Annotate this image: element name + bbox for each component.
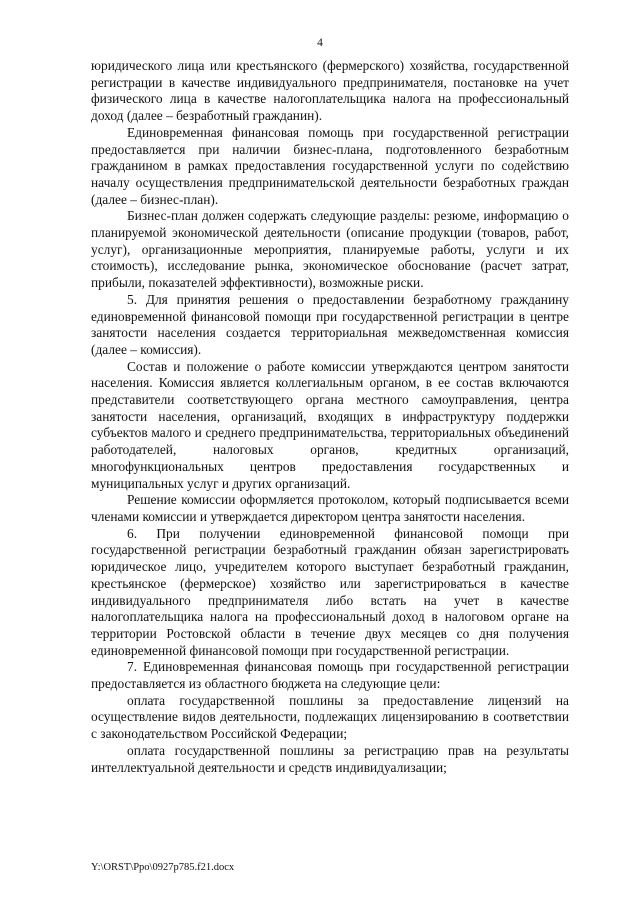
paragraph: 6. При получении единовременной финансовой помощи при государственной регистрации безработный гражданин обязан зарегистрировать юридическое лицо, учредителем которого выступает безработный гражданин, крестьянское (фермерское) хозяйство или зарегистрироваться в качестве индивидуального предпринимателя либо встать на учет в качестве налогоплательщика налога на профессиональный доход в налоговом органе на территории Ростовской области в течение двух месяцев со дня получения единовременной финансовой помощи при государственной регистрации. — [91, 525, 569, 658]
footer-file-path: Y:\ORST\Ppo\0927p785.f21.docx — [91, 862, 235, 873]
paragraph: оплата государственной пошлины за предоставление лицензий на осуществление видов деятельности, подлежащих лицензированию в соответствии с законодательством Российской Федерации; — [91, 692, 569, 742]
document-body — [91, 58, 569, 776]
page-number: 4 — [317, 37, 323, 49]
paragraph: юридического лица или крестьянского (фермерского) хозяйства, государственной регистрации в качестве индивидуального предпринимателя, постановке на учет физического лица в качестве налогоплательщика налога на профессиональный доход (далее – безработный гражданин). — [91, 58, 569, 124]
paragraph: Единовременная финансовая помощь при государственной регистрации предоставляется при наличии бизнес-плана, подготовленного безработным гражданином в рамках предоставления государственной услуги по содействию началу осуществления предпринимательской деятельности безработных граждан (далее – бизнес-план). — [91, 124, 569, 207]
paragraph: Решение комиссии оформляется протоколом, который подписывается всеми членами комиссии и утверждается директором центра занятости населения. — [91, 492, 569, 524]
paragraph: Бизнес-план должен содержать следующие разделы: резюме, информацию о планируемой экономической деятельности (описание продукции (товаров, работ, услуг), организационные мероприятия, планируемые работы, услуги и их стоимость), исследование рынка, экономическое обоснование (расчет затрат, прибыли, показателей эффективности), возможные риски. — [91, 208, 569, 291]
paragraph: Состав и положение о работе комиссии утверждаются центром занятости населения. Комиссия является коллегиальным органом, в ее состав включаются представители соответствующего органа местного самоуправления, центра занятости населения, организаций, входящих в инфраструктуру поддержки субъектов малого и среднего предпринимательства, территориальных объединений работодателей, налоговых органов, кредитных организаций, многофункциональных центров предоставления государственных и муниципальных услуг и других организаций. — [91, 358, 569, 491]
paragraph: 5. Для принятия решения о предоставлении безработному гражданину единовременной финансовой помощи при государственной регистрации в центре занятости населения создается территориальная межведомственная комиссия (далее – комиссия). — [91, 291, 569, 357]
paragraph: оплата государственной пошлины за регистрацию прав на результаты интеллектуальной деятельности и средств индивидуализации; — [91, 742, 569, 775]
paragraph: 7. Единовременная финансовая помощь при государственной регистрации предоставляется из областного бюджета на следующие цели: — [91, 659, 569, 692]
